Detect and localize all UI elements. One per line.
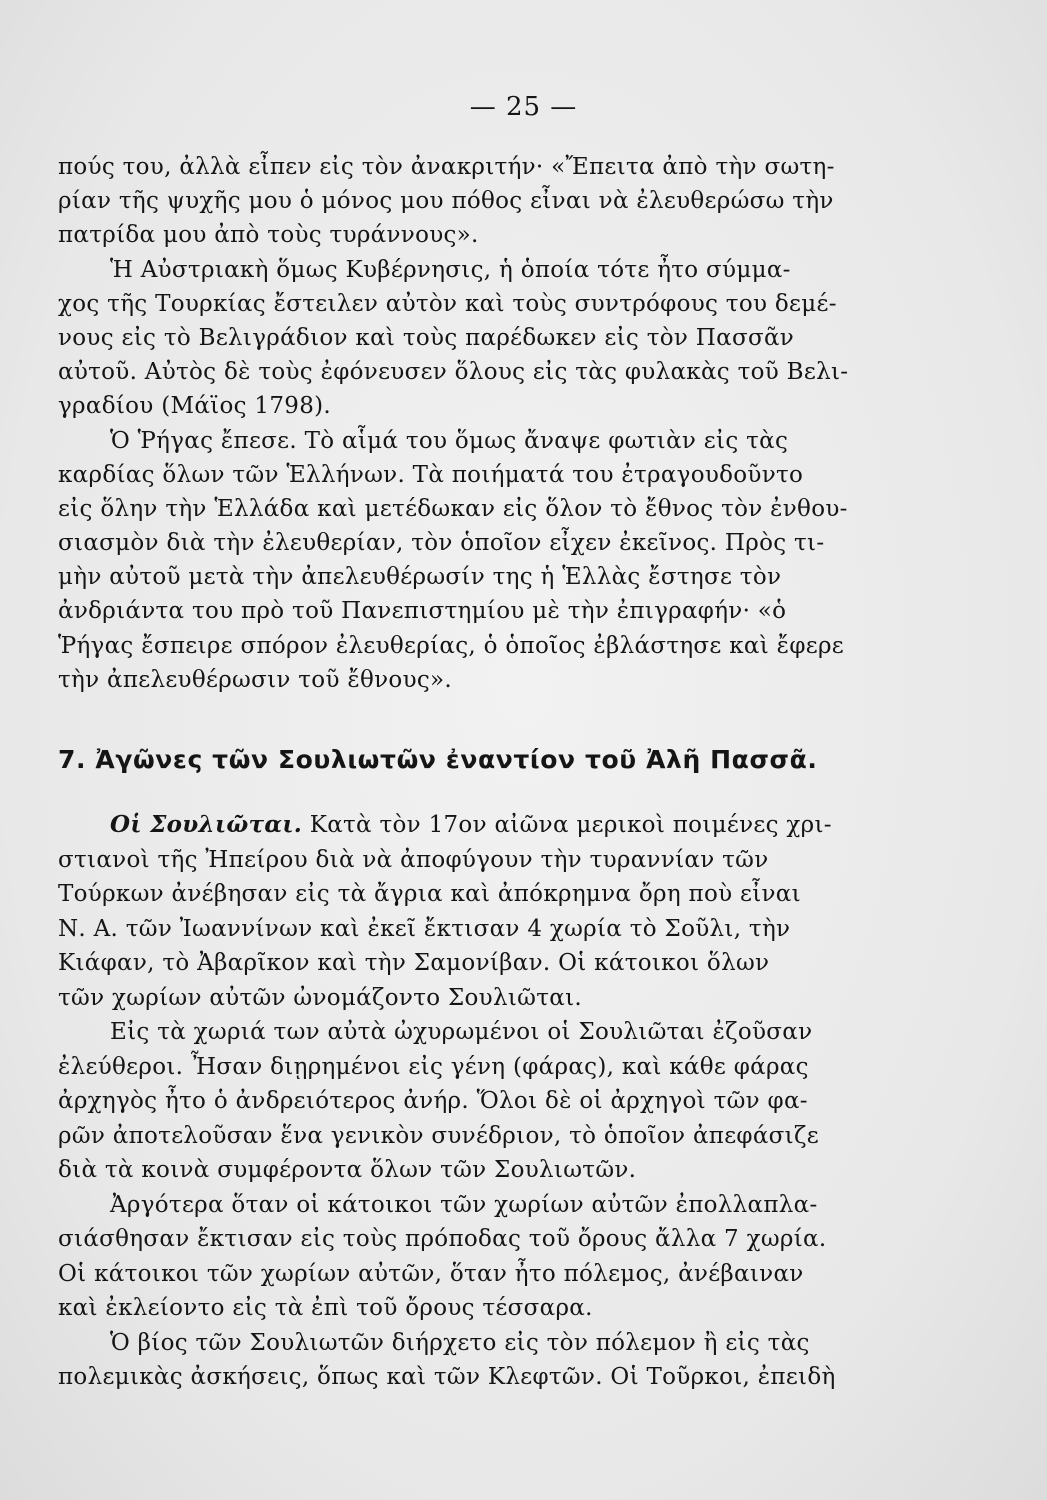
text-line	[58, 808, 918, 843]
text-line: σιασμὸν διὰ τὴν ἐλευθερίαν, τὸν ὁποῖον εἶχεν ἐκεῖνος. Πρὸς τι-	[58, 530, 825, 557]
text-line: Ὁ βίος τῶν Σουλιωτῶν διήρχετο εἰς τὸν πόλεμον ἢ εἰς τὰς	[110, 1329, 810, 1356]
text-line: πούς του, ἀλλὰ εἶπεν εἰς τὸν ἀνακριτήν· «Ἔπειτα ἀπὸ τὴν σωτη-	[58, 154, 835, 180]
text-line: χος τῆς Τουρκίας ἔστειλεν αὐτὸν καὶ τοὺς συντρόφους του δεμέ-	[58, 290, 837, 317]
text-line: γραδίου (Μάϊος 1798).	[58, 393, 332, 420]
text-line: τὴν ἀπελευθέρωσιν τοῦ ἔθνους».	[58, 666, 453, 693]
text-line: Εἰς τὰ χωριά των αὐτὰ ὠχυρωμένοι οἱ Σουλιῶται ἐζοῦσαν	[110, 1019, 813, 1045]
text-line: εἰς ὅλην τὴν Ἑλλάδα καὶ μετέδωκαν εἰς ὅλον τὸ ἔθνος τὸν ἐνθου-	[58, 495, 848, 522]
text-line: πατρίδα μου ἀπὸ τοὺς τυράννους».	[58, 222, 479, 249]
section-heading: 7. Ἀγῶνες τῶν Σουλιωτῶν ἐναντίον τοῦ Ἀλῆ Πασσᾶ.	[58, 745, 818, 774]
text-line: ρῶν ἀποτελοῦσαν ἕνα γενικὸν συνέδριον, τὸ ὁποῖον ἀπεφάσιζε	[58, 1122, 819, 1149]
text-line: Ν. Α. τῶν Ἰωαννίνων καὶ ἐκεῖ ἔκτισαν 4 χωρία τὸ Σοῦλι, τὴν	[58, 915, 791, 942]
text-line: Κιάφαν, τὸ Ἀβαρῖκον καὶ τὴν Σαμονίβαν. Οἱ κάτοικοι ὅλων	[58, 950, 770, 976]
text-line: νους εἰς τὸ Βελιγράδιον καὶ τοὺς παρέδωκεν εἰς τὸν Πασσᾶν	[58, 324, 795, 351]
text-line: πολεμικὰς ἀσκήσεις, ὅπως καὶ τῶν Κλεφτῶν. Οἱ Τοῦρκοι, ἐπειδὴ	[58, 1364, 836, 1390]
text-line: στιανοὶ τῆς Ἠπείρου διὰ νὰ ἀποφύγουν τὴν τυραννίαν τῶν	[58, 846, 769, 873]
text-line: διὰ τὰ κοινὰ συμφέροντα ὅλων τῶν Σουλιωτῶν.	[58, 1157, 637, 1183]
subheading: Οἱ Σουλιῶται.	[110, 811, 303, 838]
text-line: μὴν αὐτοῦ μετὰ τὴν ἀπελευθέρωσίν της ἡ Ἑλλὰς ἔστησε τὸν	[58, 564, 782, 591]
text-line: καὶ ἐκλείοντο εἰς τὰ ἐπὶ τοῦ ὄρους τέσσαρα.	[58, 1295, 593, 1321]
text-line: αὐτοῦ. Αὐτὸς δὲ τοὺς ἐφόνευσεν ὅλους εἰς τὰς φυλακὰς τοῦ Βελι-	[58, 359, 849, 386]
text-line: καρδίας ὅλων τῶν Ἑλλήνων. Τὰ ποιήματά του ἐτραγουδοῦντο	[58, 461, 804, 488]
text-line: σιάσθησαν ἔκτισαν εἰς τοὺς πρόποδας τοῦ ὄρους ἄλλα 7 χωρία.	[58, 1226, 827, 1252]
text-line: Οἱ κάτοικοι τῶν χωρίων αὐτῶν, ὅταν ἦτο πόλεμος, ἀνέβαιναν	[58, 1260, 804, 1287]
page-number: — 25 —	[469, 92, 578, 122]
text-line: Ῥήγας ἔσπειρε σπόρον ἐλευθερίας, ὁ ὁποῖος ἐβλάστησε καὶ ἔφερε	[58, 632, 844, 659]
text-line: Ἀργότερα ὅταν οἱ κάτοικοι τῶν χωρίων αὐτῶν ἐπολλαπλα-	[110, 1191, 818, 1218]
body-text-top	[58, 150, 918, 697]
text-line: Ὁ Ῥήγας ἔπεσε. Τὸ αἷμά του ὅμως ἄναψε φωτιὰν εἰς τὰς	[110, 427, 789, 454]
text-line: ἀνδριάντα του πρὸ τοῦ Πανεπιστημίου μὲ τὴν ἐπιγραφήν· «ὁ	[58, 598, 787, 625]
text-line: τῶν χωρίων αὐτῶν ὠνομάζοντο Σουλιῶται.	[58, 984, 583, 1011]
text-line: Ἡ Αὐστριακὴ ὅμως Κυβέρνησις, ἡ ὁποία τότε ἦτο σύμμα-	[110, 256, 791, 283]
text-line: ρίαν τῆς ψυχῆς μου ὁ μόνος μου πόθος εἶναι νὰ ἐλευθερώσω τὴν	[58, 188, 834, 215]
body-text-bottom	[58, 808, 918, 1395]
text-line: ἐλεύθεροι. Ἦσαν διῃρημένοι εἰς γένη (φάρας), καὶ κάθε φάρας	[58, 1053, 809, 1080]
text-line: Τούρκων ἀνέβησαν εἰς τὰ ἄγρια καὶ ἀπόκρημνα ὄρη ποὺ εἶναι	[58, 881, 801, 907]
text-line-rest: Κατὰ τὸν 17ον αἰῶνα μερικοὶ ποιμένες χρι-	[302, 812, 832, 838]
text-line: ἀρχηγὸς ἦτο ὁ ἀνδρειότερος ἀνήρ. Ὅλοι δὲ οἱ ἀρχηγοὶ τῶν φα-	[58, 1088, 808, 1114]
